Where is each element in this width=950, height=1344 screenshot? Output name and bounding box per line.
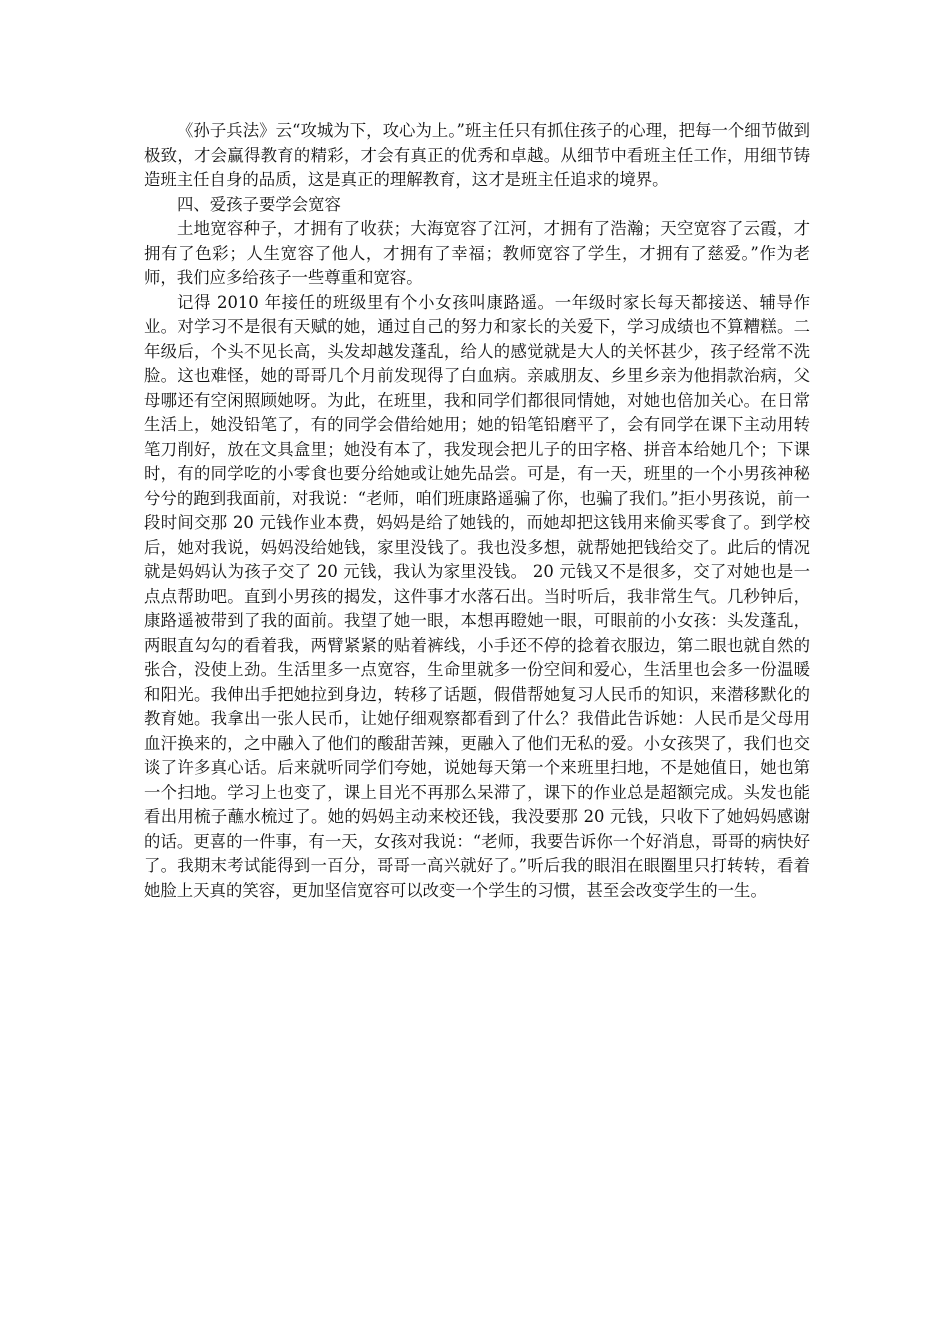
- paragraph-story: 记得 2010 年接任的班级里有个小女孩叫康路遥。一年级时家长每天都接送、辅导作业。对学习不是很有天赋的她，通过自己的努力和家长的关爱下，学习成绩也不算糟糕。二年级后，个头不见长高，头发却越发蓬乱，给人的感觉就是大人的关怀甚少，孩子经常不洗脸。这也难怪，她的哥哥几个月前发现得了白血病。亲戚朋友、乡里乡亲为他捐款治病，父母哪还有空闲照顾她呀。为此，在班里，我和同学们都很同情她，对她也倍加关心。在日常生活上，她没铅笔了，有的同学会借给她用；她的铅笔铅磨平了，会有同学在课下主动用转笔刀削好，放在文具盒里；她没有本了，我发现会把儿子的田字格、拼音本给她几个；下课时，有的同学吃的小零食也要分给她或让她先品尝。可是，有一天，班里的一个小男孩神秘兮兮的跑到我面前，对我说：“老师，咱们班康路遥骗了你，也骗了我们。”拒小男孩说，前一段时间交那 20 元钱作业本费，妈妈是给了她钱的，而她却把这钱用来偷买零食了。到学校后，她对我说，妈妈没给她钱，家里没钱了。我也没多想，就帮她把钱给交了。此后的情况就是妈妈认为孩子交了 20 元钱，我认为家里没钱。 20 元钱又不是很多，交了对她也是一点点帮助吧。直到小男孩的揭发，这件事才水落石出。当时听后，我非常生气。几秒钟后，康路遥被带到了我的面前。我望了她一眼，本想再瞪她一眼，可眼前的小女孩：头发蓬乱，两眼直勾勾的看着我，两臂紧紧的贴着裤线，小手还不停的捻着衣服边，第二眼也就自然的张合，没使上劲。生活里多一点宽容，生命里就多一份空间和爱心，生活里也会多一份温暖和阳光。我伸出手把她拉到身边，转移了话题，假借帮她复习人民币的知识，来潜移默化的教育她。我拿出一张人民币，让她仔细观察都看到了什么？我借此告诉她：人民币是父母用血汗换来的，之中融入了他们的酸甜苦辣，更融入了他们无私的爱。小女孩哭了，我们也交谈了许多真心话。后来就听同学们夸她，说她每天第一个来班里扫地，不是她值日，她也第一个扫地。学习上也变了，课上目光不再那么呆滞了，课下的作业总是超额完成。头发也能看出用梳子蘸水梳过了。她的妈妈主动来校还钱，我没要那 20 元钱，只收下了她妈妈感谢的话。更喜的一件事，有一天，女孩对我说：“老师，我要告诉你一个好消息，哥哥的病快好了。我期末考试能得到一百分，哥哥一高兴就好了。”听后我的眼泪在眼圈里只打转转，看着她脸上天真的笑容，更加坚信宽容可以改变一个学生的习惯，甚至会改变学生的一生。: [144, 292, 810, 900]
- paragraph-tolerance-metaphor: 土地宽容种子，才拥有了收获；大海宽容了江河，才拥有了浩瀚；天空宽容了云霞，才拥有了色彩；人生宽容了他人，才拥有了幸福；教师宽容了学生，才拥有了慈爱。”作为老师，我们应多给孩子一些尊重和宽容。: [144, 219, 810, 287]
- section-heading-tolerance: 四、爱孩子要学会宽容: [177, 194, 341, 214]
- document-body: [144, 119, 810, 903]
- paragraph-sunzi-quote: 《孙子兵法》云“攻城为下，攻心为上。”班主任只有抓住孩子的心理，把每一个细节做到极致，才会赢得教育的精彩，才会有真正的优秀和卓越。从细节中看班主任工作，用细节铸造班主任自身的品质，这是真正的理解教育，这才是班主任追求的境界。: [144, 121, 810, 189]
